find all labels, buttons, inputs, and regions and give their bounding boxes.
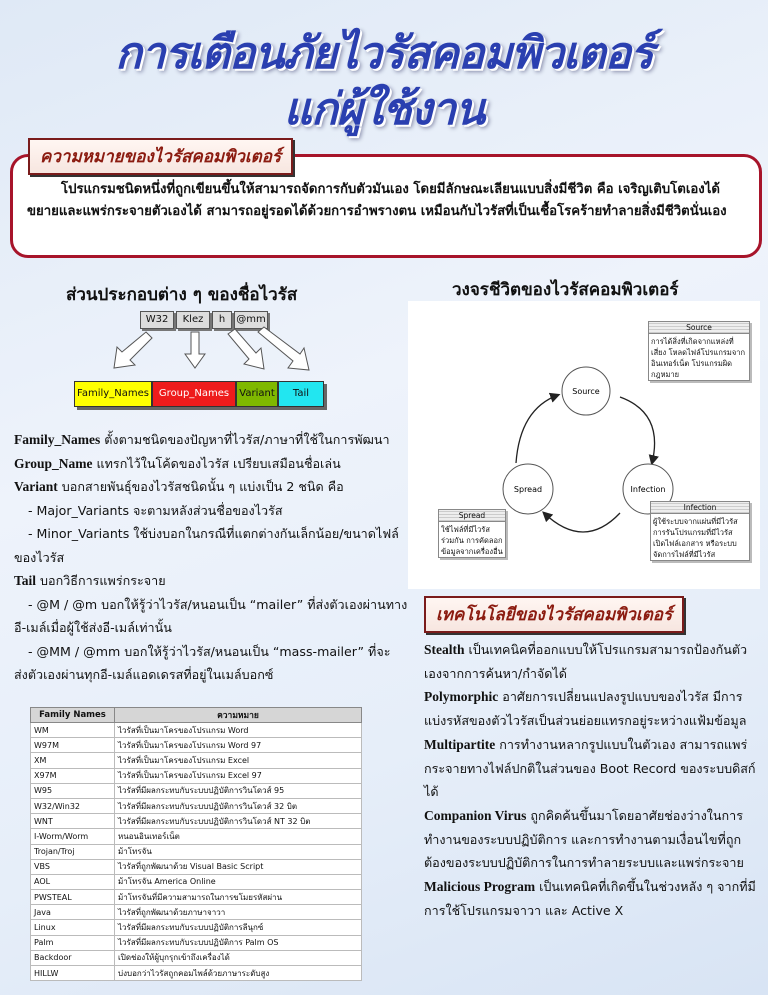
family-name-cell: AOL [31,874,115,889]
desc-family-names: ตั้งตามชนิดของปัญหาที่ไวรัส/ภาษาที่ใช้ในการพัฒนา [100,432,390,447]
table-row [31,723,362,738]
meaning-cell: ไวรัสที่เป็นมาโครของโปรแกรม Excel [115,753,362,768]
minor-variants: - Minor_Variants ใช้บ่งบอกในกรณีที่แตกต่างกันเล็กน้อย/ขนาดไฟล์ของไวรัส [14,526,399,565]
component-variant: Variant [236,381,278,407]
family-names-table [30,707,362,981]
tech-term-polymorphic: Polymorphic [424,689,499,705]
table-row [31,966,362,981]
table-row [31,798,362,813]
term-variant: Variant [14,479,58,494]
term-group-name: Group_Name [14,455,93,471]
meaning-cell: บ่งบอกว่าไวรัสถูกคอมไพล์ด้วยภาษาระดับสูง [115,966,362,981]
arrow-tail [258,327,309,370]
family-name-cell: Linux [31,920,115,935]
tech-term-stealth: Stealth [424,642,465,657]
family-name-cell: W97M [31,738,115,753]
name-part-w32: W32 [140,311,174,329]
tech-term-malicious: Malicious Program [424,879,536,895]
component-group-names: Group_Names [152,381,236,407]
term-tail: Tail [14,573,37,588]
tech-item-polymorphic [424,685,760,732]
tech-item-stealth [424,638,760,685]
tech-item-companion [424,804,760,875]
family-name-cell: Java [31,905,115,920]
note-spread-text: ใช้ไฟล์ที่มีไวรัสร่วมกัน การคัดลอกข้อมูลจากเครื่องอื่น [441,525,503,556]
table-row [31,814,362,829]
table-row [31,829,362,844]
meaning-cell: ม้าโทรจัน America Online [115,874,362,889]
desc-variant: บอกสายพันธุ์ของไวรัสชนิดนั้น ๆ แบ่งเป็น 2 ชนิด คือ [57,479,344,494]
note-source-title: Source [649,322,749,334]
definition-text: โปรแกรมชนิดหนึ่งที่ถูกเขียนขึ้นให้สามารถจัดการกับตัวมันเอง โดยมีลักษณะเลียนแบบสิ่งมีชีวิต คือ เจริญเติบโตเองได้ ขยายและแพร่กระจายตัวเองได้ สามารถอยู่รอดได้ด้วยการอำพรางตน เหมือนกับไวรัสที่เป็นเชื้อโรคร้ายทำลายสิ่งมีชีวิตนั่นเอง [27,182,727,219]
family-name-cell: Backdoor [31,950,115,965]
table-row [31,890,362,905]
desc-tail: บอกวิธีการแพร่กระจาย [36,573,166,588]
family-name-cell: PWSTEAL [31,890,115,905]
node-spread-label: Spread [513,485,543,494]
tech-term-multipartite: Multipartite [424,736,496,752]
major-variants: - Major_Variants จะตามหลังส่วนชื่อของไวรัส [28,502,283,518]
arrow-spread-to-source [516,395,558,463]
table-row [31,753,362,768]
table-row [31,844,362,859]
main-title-line1: การเตือนภัยไวรัสคอมพิวเตอร์ [115,28,653,79]
meaning-cell: ไวรัสที่มีผลกระทบกับระบบปฏิบัติการ Palm OS [115,935,362,950]
family-name-cell: X97M [31,768,115,783]
tail-mass-mailer: - @MM / @mm บอกให้รู้ว่าไวรัส/หนอนเป็น “mass-mailer” ที่จะส่งตัวเองผ่านทุกอี-เมล์แอดเดรสที่อยู่ในเมล์บอกซ์ [14,643,391,682]
family-name-cell: XM [31,753,115,768]
family-name-cell: VBS [31,859,115,874]
tech-desc-malicious: เป็นเทคนิคที่เกิดขึ้นในช่วงหลัง ๆ จากที่มีการใช้โปรแกรมจาวา และ Active X [424,879,756,918]
table-row [31,920,362,935]
note-spread [438,509,506,558]
name-part-mm: @mm [234,311,268,329]
note-source [648,321,750,381]
tech-desc-polymorphic: อาศัยการเปลี่ยนแปลงรูปแบบของไวรัส มีการแบ่งรหัสของตัวไวรัสเป็นส่วนย่อยแทรกอยู่ระหว่างแฟ้มข้อมูล [424,689,747,729]
tech-item-multipartite [424,733,760,804]
meaning-cell: ไวรัสที่มีผลกระทบกับระบบปฏิบัติการวินโดวส์ 95 [115,783,362,798]
table-row [31,874,362,889]
meaning-cell: ม้าโทรจัน [115,844,362,859]
meaning-cell: ไวรัสที่มีผลกระทบกับระบบปฏิบัติการวินโดวส์ 32 บิต [115,798,362,813]
meaning-cell: ไวรัสที่ถูกพัฒนาด้วยภาษาจาวา [115,905,362,920]
tech-desc-companion: ถูกคิดค้นขึ้นมาโดยอาศัยช่องว่างในการทำงานของระบบปฏิบัติการ และการทำงานตามเงื่อนไขที่ถูกต้องของระบบปฏิบัติการในการทำลายระบบและแพร่กระจาย [424,807,744,871]
meaning-cell: ไวรัสที่มีผลกระทบกับระบบปฏิบัติการวินโดวส์ NT 32 บิต [115,814,362,829]
diagram-arrows [68,306,334,381]
tech-term-companion: Companion Virus [424,807,527,823]
meaning-cell: ไวรัสที่มีผลกระทบกับระบบปฏิบัติการลีนุกซ์ [115,920,362,935]
virus-lifecycle-diagram [408,301,760,589]
family-table-body [31,723,362,981]
technology-banner: เทคโนโลยีของไวรัสคอมพิวเตอร์ [424,596,684,633]
arrow-group [185,332,205,368]
tech-desc-multipartite: การทำงานหลากรูปแบบในตัวเอง สามารถแพร่กระจายทางไฟล์ปกติในส่วนของ Boot Record ของระบบดิสก์ได้ [424,736,756,800]
meaning-cell: เปิดช่องให้ผู้บุกรุกเข้าถึงเครื่องได้ [115,950,362,965]
definition-banner: ความหมายของไวรัสคอมพิวเตอร์ [28,138,293,175]
family-name-cell: I-Worm/Worm [31,829,115,844]
technology-description [424,638,760,922]
meaning-cell: ไวรัสที่เป็นมาโครของโปรแกรม Excel 97 [115,768,362,783]
meaning-cell: ไวรัสที่ถูกพัฒนาด้วย Visual Basic Script [115,859,362,874]
term-family-names: Family_Names [14,432,101,447]
arrow-source-to-infection [620,397,655,463]
virus-name-diagram [68,306,334,416]
family-name-cell: Palm [31,935,115,950]
table-row [31,738,362,753]
table-row [31,859,362,874]
arrow-infection-to-spread [544,513,620,532]
arrow-variant [228,329,264,369]
family-name-cell: W32/Win32 [31,798,115,813]
table-row [31,768,362,783]
table-row [31,905,362,920]
node-infection-label: Infection [630,485,666,494]
table-header-meaning: ความหมาย [115,708,362,723]
parts-description [14,428,410,687]
family-name-cell: WM [31,723,115,738]
family-name-cell: W95 [31,783,115,798]
meaning-cell: ไวรัสที่เป็นมาโครของโปรแกรม Word [115,723,362,738]
note-infection-title: Infection [651,502,749,514]
family-name-cell: HILLW [31,966,115,981]
parts-heading: ส่วนประกอบต่าง ๆ ของชื่อไวรัส [66,285,298,305]
component-family-names: Family_Names [74,381,152,407]
family-name-cell: WNT [31,814,115,829]
cycle-heading: วงจรชีวิตของไวรัสคอมพิวเตอร์ [452,280,679,300]
desc-group-name: แทรกไว้ในโค้ดของไวรัส เปรียบเสมือนชื่อเล่น [92,455,341,471]
name-part-h: h [212,311,232,329]
note-infection-text: ผู้ใช้ระบบจากแผ่นที่มีไวรัส การรันโปรแกรมที่มีไวรัส เปิดไฟล์เอกสาร หรือระบบจัดการไฟล์ที่มีไวรัส [653,517,738,559]
tail-mailer: - @M / @m บอกให้รู้ว่าไวรัส/หนอนเป็น “mailer” ที่ส่งตัวเองผ่านทางอี-เมล์เมื่อผู้ใช้ส่งอี-เมล์เท่านั้น [14,596,408,635]
meaning-cell: ไวรัสที่เป็นมาโครของโปรแกรม Word 97 [115,738,362,753]
tech-desc-stealth: เป็นเทคนิคที่ออกแบบให้โปรแกรมสามารถป้องกันตัวเองจากการค้นหา/กำจัดได้ [424,642,748,681]
note-infection [650,501,750,561]
arrow-family [114,332,152,368]
note-source-text: การได้สิ่งที่เกิดจากแหล่งที่เสี่ยง โหลดไฟล์โปรแกรมจากอินเทอร์เน็ต โปรแกรมผิดกฎหมาย [651,337,746,379]
component-tail: Tail [278,381,324,407]
table-row [31,783,362,798]
table-row [31,950,362,965]
tech-item-malicious [424,875,760,922]
node-source-label: Source [572,387,600,396]
main-title-line2: แก่ผู้ใช้งาน [283,84,485,135]
meaning-cell: หนอนอินเทอร์เน็ต [115,829,362,844]
note-spread-title: Spread [439,510,505,522]
family-name-cell: Trojan/Troj [31,844,115,859]
table-row [31,935,362,950]
name-part-klez: Klez [176,311,210,329]
table-header-family: Family Names [31,708,115,723]
meaning-cell: ม้าโทรจันที่มีความสามารถในการขโมยรหัสผ่าน [115,890,362,905]
